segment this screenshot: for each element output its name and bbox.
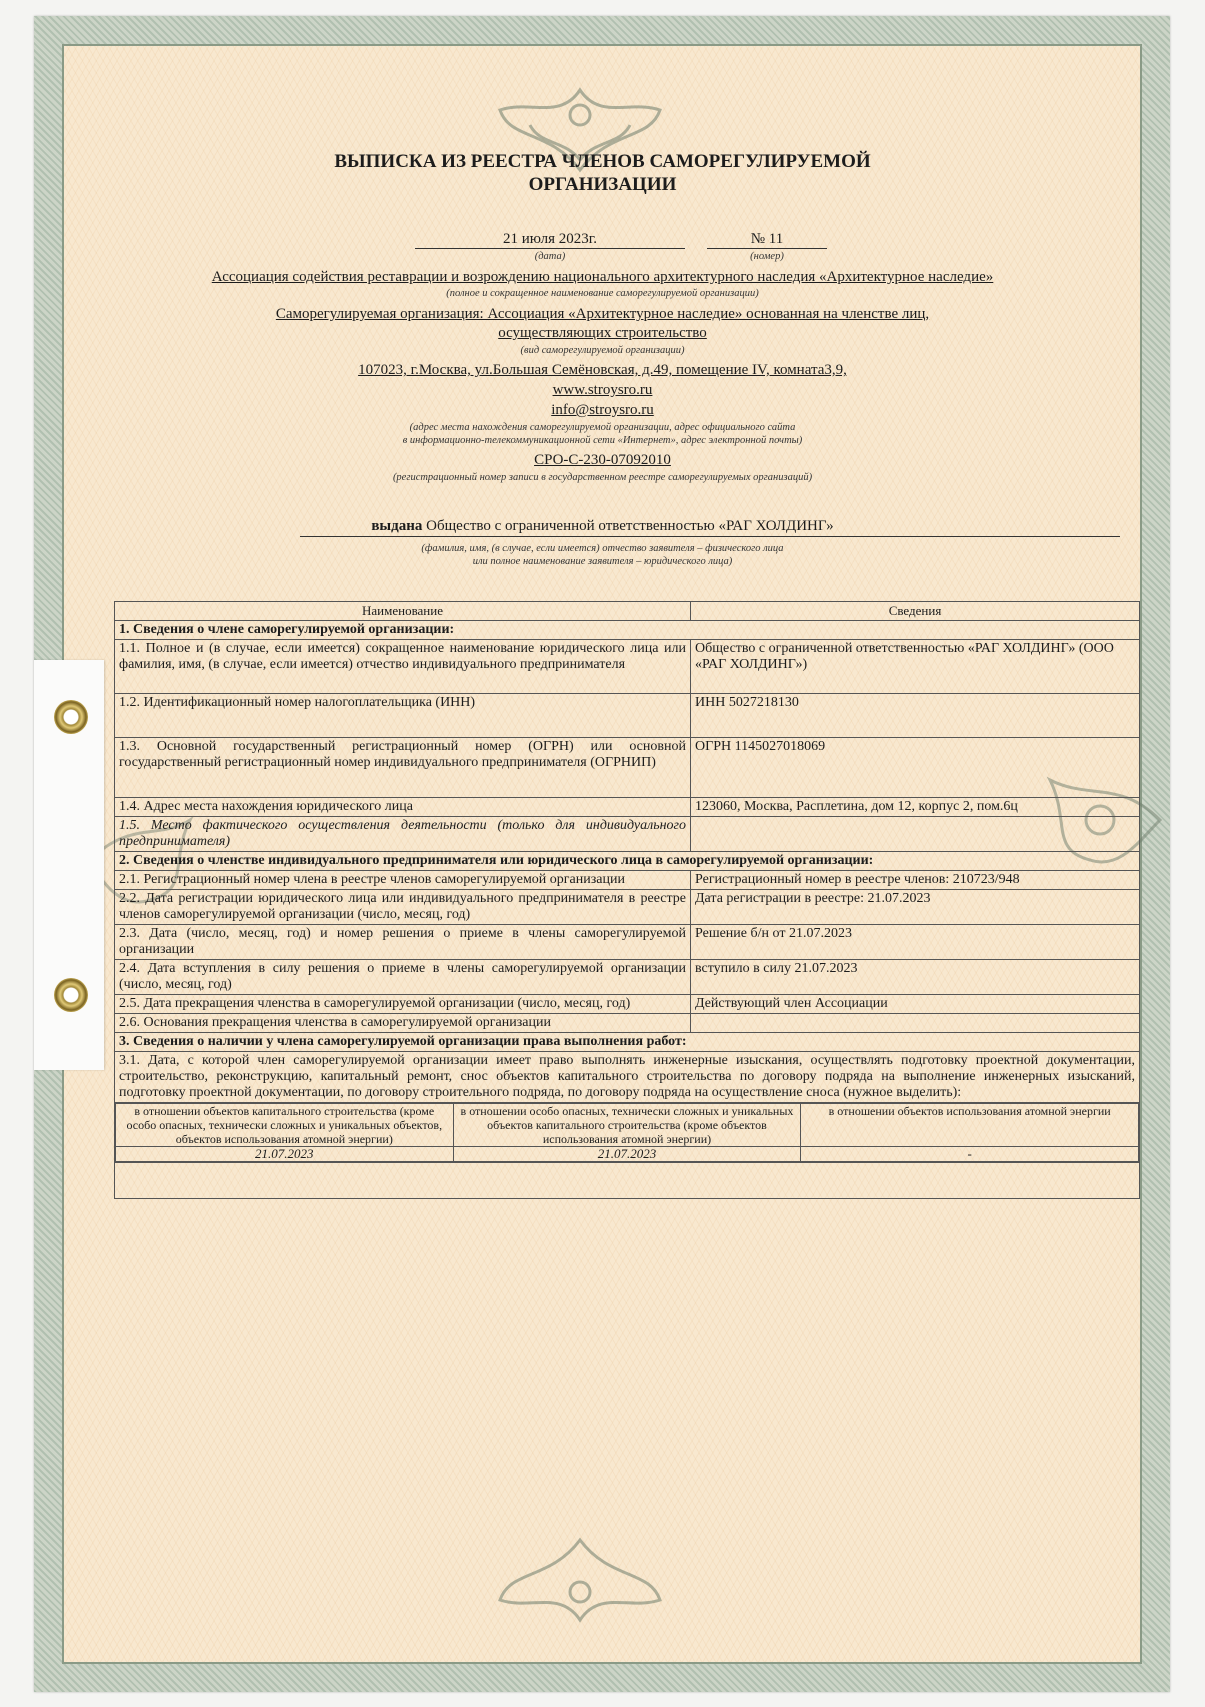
permissions-header-row — [116, 1104, 1139, 1147]
permissions-date-row — [116, 1147, 1139, 1162]
section-2-title: 2. Сведения о членстве индивидуального предпринимателя или юридического лица в саморегулируемой организации: — [115, 852, 1140, 871]
row-1-3-value: ОГРН 1145027018069 — [691, 738, 1140, 798]
row-2-5-label: 2.5. Дата прекращения членства в саморегулируемой организации (число, месяц, год) — [115, 995, 691, 1014]
document-title — [0, 150, 1205, 196]
table-row — [115, 640, 1140, 694]
title-line-2: ОРГАНИЗАЦИИ — [528, 174, 677, 195]
perm-header-dangerous: в отношении особо опасных, технически сложных и уникальных объектов капитального строительства (кроме объектов использования атомной энергии) — [453, 1104, 801, 1147]
table-row — [115, 871, 1140, 890]
row-2-1-value: Регистрационный номер в реестре членов: 210723/948 — [691, 871, 1140, 890]
number-caption: (номер) — [750, 251, 784, 262]
row-1-4-value: 123060, Москва, Расплетина, дом 12, корпус 2, пом.6ц — [691, 798, 1140, 817]
table-row — [115, 817, 1140, 852]
date-value: 21 июля 2023г. — [415, 230, 685, 249]
org-email-link[interactable]: info@stroysro.ru — [551, 402, 654, 418]
header-info: Сведения — [691, 602, 1140, 621]
title-line-1: ВЫПИСКА ИЗ РЕЕСТРА ЧЛЕНОВ САМОРЕГУЛИРУЕМОЙ — [334, 151, 871, 172]
issued-line — [0, 517, 1205, 535]
table-row — [115, 960, 1140, 995]
section-3-title: 3. Сведения о наличии у члена саморегулируемой организации права выполнения работ: — [115, 1033, 1140, 1052]
row-1-3-label: 1.3. Основной государственный регистрационный номер (ОГРН) или основной государственный регистрационный номер индивидуального предпринимателя (ОГРНИП) — [115, 738, 691, 798]
table-footer-row — [115, 1163, 1140, 1199]
org-website-link[interactable]: www.stroysro.ru — [552, 382, 653, 398]
perm-header-nuclear: в отношении объектов использования атомной энергии — [801, 1104, 1139, 1147]
table-row — [115, 925, 1140, 960]
registry-table — [114, 601, 1140, 1199]
table-row — [115, 1052, 1140, 1103]
address-caption-1: (адрес места нахождения саморегулируемой организации, адрес официального сайта — [409, 422, 796, 433]
perm-date-nuclear: - — [801, 1147, 1139, 1162]
row-2-4-value: вступило в силу 21.07.2023 — [691, 960, 1140, 995]
section-1-row — [115, 621, 1140, 640]
table-row — [115, 798, 1140, 817]
row-1-2-value: ИНН 5027218130 — [691, 694, 1140, 738]
bottom-ornament-icon — [430, 1530, 730, 1640]
permissions-table — [115, 1103, 1139, 1162]
perm-header-regular: в отношении объектов капитального строительства (кроме особо опасных, технически сложных и уникальных объектов, объектов использования атомной энергии) — [116, 1104, 454, 1147]
sro-reg-number: СРО-С-230-07092010 — [534, 452, 671, 468]
row-2-6-label: 2.6. Основания прекращения членства в саморегулируемой организации — [115, 1014, 691, 1033]
permissions-cell — [115, 1103, 1140, 1163]
grommet-icon — [54, 700, 88, 734]
row-2-4-label: 2.4. Дата вступления в силу решения о приеме в члены саморегулируемой организации (число, месяц, год) — [115, 960, 691, 995]
perm-date-dangerous: 21.07.2023 — [453, 1147, 801, 1162]
binding-ribbon — [34, 660, 104, 1070]
permissions-row — [115, 1103, 1140, 1163]
row-1-1-value: Общество с ограниченной ответственностью «РАГ ХОЛДИНГ» (ООО «РАГ ХОЛДИНГ») — [691, 640, 1140, 694]
date-caption: (дата) — [534, 251, 566, 262]
perm-date-regular: 21.07.2023 — [116, 1147, 454, 1162]
number-value: № 11 — [707, 230, 827, 249]
org-name-caption: (полное и сокращенное наименование саморегулируемой организации) — [446, 288, 759, 299]
org-address: 107023, г.Москва, ул.Большая Семёновская, д.49, помещение IV, комната3,9, — [358, 362, 847, 378]
org-type-line-2: осуществляющих строительство — [498, 325, 707, 341]
row-2-2-label: 2.2. Дата регистрации юридического лица или индивидуального предпринимателя в реестре членов саморегулируемой организации (число, месяц, год) — [115, 890, 691, 925]
issued-underline — [300, 536, 1120, 537]
table-row — [115, 995, 1140, 1014]
table-row — [115, 890, 1140, 925]
section-2-row — [115, 852, 1140, 871]
row-1-4-label: 1.4. Адрес места нахождения юридического лица — [115, 798, 691, 817]
table-row — [115, 694, 1140, 738]
row-2-2-value: Дата регистрации в реестре: 21.07.2023 — [691, 890, 1140, 925]
section-1-title: 1. Сведения о члене саморегулируемой организации: — [115, 621, 1140, 640]
section-3-row — [115, 1033, 1140, 1052]
issued-to: Общество с ограниченной ответственностью «РАГ ХОЛДИНГ» — [426, 518, 834, 534]
org-full-name: Ассоциация содействия реставрации и возрождению национального архитектурного наследия «Архитектурное наследие» — [211, 269, 994, 285]
table-header-row — [115, 602, 1140, 621]
row-2-3-label: 2.3. Дата (число, месяц, год) и номер решения о приеме в члены саморегулируемой организации — [115, 925, 691, 960]
table-row — [115, 1014, 1140, 1033]
row-2-5-value: Действующий член Ассоциации — [691, 995, 1140, 1014]
row-1-5-label: 1.5. Место фактического осуществления деятельности (только для индивидуального предпринимателя) — [115, 817, 691, 852]
row-1-1-label: 1.1. Полное и (в случае, если имеется) сокращенное наименование юридического лица или фамилия, имя, (в случае, если имеется) отчество индивидуального предпринимателя — [115, 640, 691, 694]
issued-caption-1: (фамилия, имя, (в случае, если имеется) отчество заявителя – физического лица — [421, 543, 784, 554]
grommet-icon — [54, 978, 88, 1012]
issued-label: выдана — [371, 518, 423, 534]
org-type-line-1: Саморегулируемая организация: Ассоциация «Архитектурное наследие» основанная на членстве лиц, — [275, 306, 930, 322]
table-row — [115, 738, 1140, 798]
reg-number-caption: (регистрационный номер записи в государственном реестре саморегулируемых организаций) — [392, 472, 813, 483]
row-1-2-label: 1.2. Идентификационный номер налогоплательщика (ИНН) — [115, 694, 691, 738]
row-2-3-value: Решение б/н от 21.07.2023 — [691, 925, 1140, 960]
address-caption-2: в информационно-телекоммуникационной сети «Интернет», адрес электронной почты) — [402, 435, 803, 446]
row-1-5-value — [691, 817, 1140, 852]
table-footer-cell — [115, 1163, 1140, 1199]
row-2-6-value — [691, 1014, 1140, 1033]
org-type-caption: (вид саморегулируемой организации) — [520, 345, 685, 356]
header-name: Наименование — [115, 602, 691, 621]
row-2-1-label: 2.1. Регистрационный номер члена в реестре членов саморегулируемой организации — [115, 871, 691, 890]
row-3-1-text: 3.1. Дата, с которой член саморегулируемой организации имеет право выполнять инженерные изыскания, осуществлять подготовку проектной документации, строительство, реконструкцию, капитальный ремонт, снос объектов капитального строительства по договору подряда на выполнение инженерных изысканий, подготовку проектной документации, по договору строительного подряда, по договору подряда на осуществление сноса (нужное выделить): — [115, 1052, 1140, 1103]
issued-caption-2: или полное наименование заявителя – юридического лица) — [472, 556, 733, 567]
